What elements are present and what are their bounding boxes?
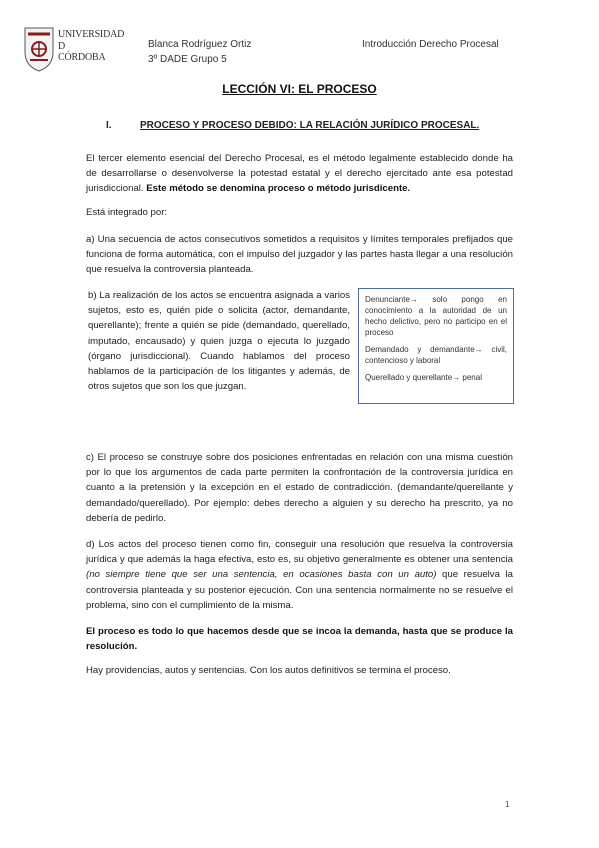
definition-bold: El proceso es todo lo que hacemos desde que se incoa la demanda, hasta que se produce la resolución. <box>86 626 513 653</box>
section-number: I. <box>106 120 112 131</box>
course-name: Introducción Derecho Procesal <box>362 39 499 50</box>
intro-text: El tercer elemento esencial del Derecho Procesal, es el método legalmente establecido donde ha de desarrollarse o desenvolverse la potestad estatal y el derecho ejercitado ante esa potestad jurisdiccional. <box>86 153 513 195</box>
author-name: Blanca Rodríguez Ortiz <box>148 39 252 50</box>
paragraph-intro <box>86 151 513 197</box>
paragraph-definition <box>86 624 513 654</box>
university-seal-icon <box>22 26 56 72</box>
sidebox-item-demandado: Demandado y demandante→ civil, contencioso y laboral <box>365 345 507 365</box>
paragraph-a: a) Una secuencia de actos consecutivos sometidos a requisitos y límites temporales prefijados que funciona de forma automática, con el impulso del juzgador y las partes hasta llegar a una resolución que resuelva la controversia planteada. <box>86 234 513 276</box>
sidebox-item-denunciante: Denunciante→ solo pongo en conocimiento a la autoridad de un hecho delictivo, pero no participo en el proceso <box>365 295 507 337</box>
page-number: 1 <box>505 800 510 809</box>
student-group: 3º DADE Grupo 5 <box>148 54 227 65</box>
section-title: PROCESO Y PROCESO DEBIDO: LA RELACIÓN JURÍDICO PROCESAL. <box>140 120 480 131</box>
logo-line-2: D <box>58 40 66 52</box>
logo-line-1: UNIVERSIDAD <box>58 29 125 40</box>
paragraph-integrated: Está integrado por: <box>86 207 168 218</box>
paragraph-resolutions: Hay providencias, autos y sentencias. Con los autos definitivos se termina el proceso. <box>86 665 451 676</box>
paragraph-c: c) El proceso se construye sobre dos posiciones enfrentadas en relación con una misma cuestión por lo que los argumentos de cada parte permiten la confrontación de la controversia jurídica en cuanto a la pretensión y la excepción en el estado de contradicción. (demandante/querellante y demandado/querellado). Por ejemplo: debes derecho a alguien y su derecho ha prescrito, ya no debería de pedirlo. <box>86 452 513 524</box>
logo-line-3: CÓRDOBA <box>58 52 106 63</box>
paragraph-d-text-a: d) Los actos del proceso tienen como fin, conseguir una resolución que resuelva la controversia jurídica y que además la haga efectiva, esto es, su objetivo generalmente es obtener una sentencia <box>86 539 513 566</box>
sidebox-item-querellado: Querellado y querellante→ penal <box>365 373 482 382</box>
paragraph-d-text-b: que resuelva la controversia planteada y su posterior ejecución. Con una sentencia normalmente no se resuelve el problema, sino con el cumplimiento de la misma. <box>86 569 513 611</box>
lesson-title: LECCIÓN VI: EL PROCESO <box>222 82 377 96</box>
university-name <box>58 29 124 64</box>
sidebox-notes <box>358 288 514 404</box>
intro-bold: Este método se denomina proceso o método jurisdicente. <box>146 183 411 195</box>
paragraph-d-italic: (no siempre tiene que ser una sentencia, en ocasiones basta con un auto) <box>86 569 437 581</box>
paragraph-b: b) La realización de los actos se encuentra asignada a varios sujetos, esto es, quién pide o solicita (actor, demandante, querellante); frente a quién se pide (demandado, querellado, imputado, encausado) y quien juzga o ejecuta lo juzgado (órgano jurisdiccional). Cuando hablamos del proceso hablamos de la participación de los litigantes y además, de otros sujetos que son los que juzgan. <box>88 290 350 393</box>
paragraph-d <box>86 537 513 613</box>
